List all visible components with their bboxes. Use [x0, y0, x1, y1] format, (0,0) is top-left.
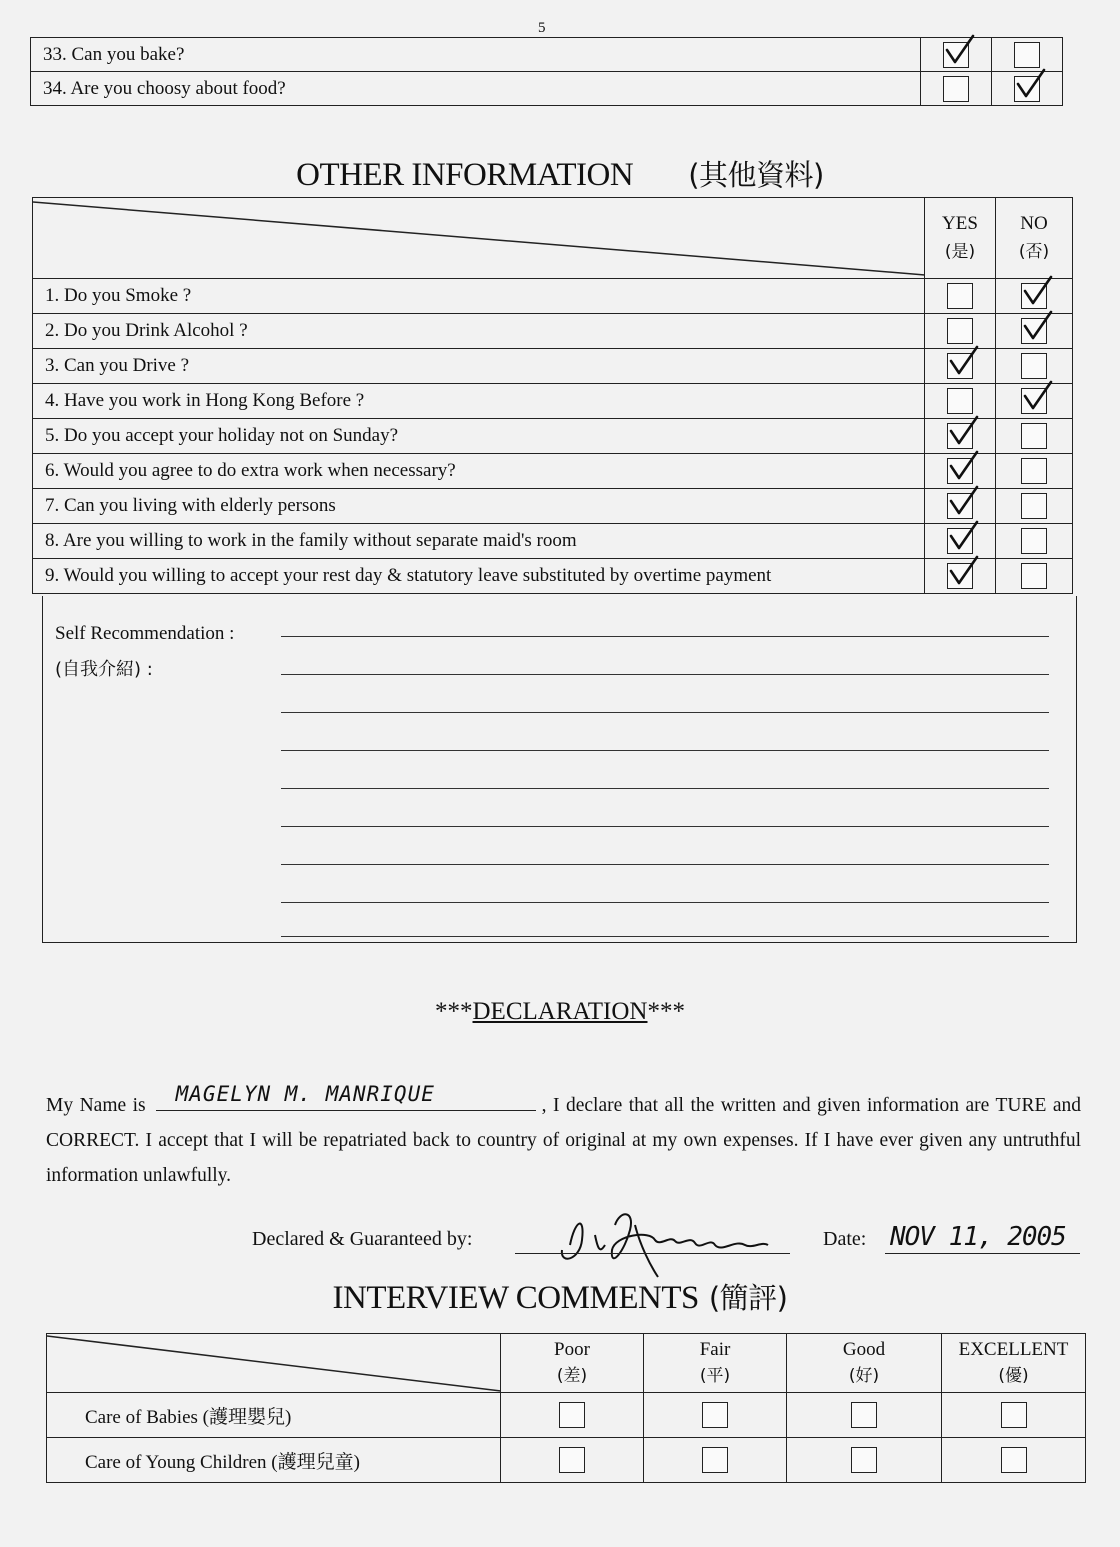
- checkmark-icon: [1020, 309, 1054, 343]
- question-label: 34. Are you choosy about food?: [31, 72, 921, 106]
- question-label: 5. Do you accept your holiday not on Sunday?: [33, 419, 925, 454]
- yes-cell: [921, 72, 992, 106]
- question-label: 8. Are you willing to work in the family without separate maid's room: [33, 524, 925, 559]
- no-checkbox[interactable]: [1021, 353, 1047, 379]
- rating-checkbox[interactable]: [1001, 1402, 1027, 1428]
- rating-cell: [501, 1393, 644, 1438]
- yes-checkbox[interactable]: [947, 353, 973, 379]
- no-column-header: [996, 198, 1073, 279]
- other-information-table: [32, 197, 1073, 594]
- declaration-text: [46, 1082, 1082, 1193]
- question-label: 2. Do you Drink Alcohol ?: [33, 314, 925, 349]
- interview-comments-title: [0, 1276, 1120, 1317]
- rating-label: EXCELLENT: [958, 1339, 1069, 1360]
- no-cell: [996, 419, 1073, 454]
- yes-checkbox[interactable]: [947, 493, 973, 519]
- signature-image: [540, 1205, 780, 1280]
- rating-column-header: [644, 1334, 787, 1393]
- writing-line[interactable]: [281, 636, 1049, 637]
- question-label: 6. Would you agree to do extra work when necessary?: [33, 454, 925, 489]
- no-checkbox[interactable]: [1021, 493, 1047, 519]
- yes-cell: [925, 279, 996, 314]
- rating-checkbox[interactable]: [1001, 1447, 1027, 1473]
- yes-column-header: [925, 198, 996, 279]
- interview-header-row: [47, 1334, 1086, 1393]
- yes-label-zh: (是): [944, 242, 976, 262]
- signature-line[interactable]: [515, 1253, 790, 1254]
- page-number: 5: [538, 20, 546, 36]
- rating-cell: [787, 1393, 942, 1438]
- no-checkbox[interactable]: [1021, 388, 1047, 414]
- no-cell: [996, 454, 1073, 489]
- date-value: NOV 11, 2005: [890, 1222, 1066, 1252]
- question-label: 4. Have you work in Hong Kong Before ?: [33, 384, 925, 419]
- no-checkbox[interactable]: [1021, 528, 1047, 554]
- no-checkbox[interactable]: [1021, 458, 1047, 484]
- yes-checkbox[interactable]: [947, 318, 973, 344]
- no-checkbox[interactable]: [1021, 563, 1047, 589]
- question-label: 33. Can you bake?: [31, 38, 921, 72]
- yes-cell: [925, 559, 996, 594]
- declaration-heading-suffix: ***: [647, 998, 685, 1025]
- guarantee-label: Declared & Guaranteed by:: [252, 1228, 473, 1250]
- other-information-title-zh: (其他資料): [688, 158, 824, 192]
- question-row: [33, 454, 1073, 489]
- checkmark-icon: [942, 33, 976, 67]
- no-cell: [996, 559, 1073, 594]
- no-cell: [996, 489, 1073, 524]
- question-label: 3. Can you Drive ?: [33, 349, 925, 384]
- declaration-text-after-name: , I declare that all the written and given information are TURE and CORRECT. I accept that I will be repatriated back to country of original at my own expenses. If I have ever given any untruthful information unlawfully.: [46, 1095, 1082, 1186]
- question-row: [33, 279, 1073, 314]
- rating-column-header: [501, 1334, 644, 1393]
- checkmark-icon: [946, 414, 980, 448]
- rating-cell: [787, 1438, 942, 1483]
- writing-line[interactable]: [281, 936, 1049, 937]
- question-row: [33, 349, 1073, 384]
- rating-row: [47, 1438, 1086, 1483]
- checkmark-icon: [946, 519, 980, 553]
- no-cell: [996, 314, 1073, 349]
- yes-checkbox[interactable]: [947, 423, 973, 449]
- rating-label: Poor: [554, 1339, 590, 1360]
- question-row: [33, 524, 1073, 559]
- question-row: [33, 314, 1073, 349]
- declaration-text-before-name: My Name is: [46, 1095, 146, 1116]
- writing-line[interactable]: [281, 826, 1049, 827]
- no-checkbox[interactable]: [1021, 318, 1047, 344]
- rating-column-header: [942, 1334, 1086, 1393]
- interview-diagonal-cell: [47, 1334, 501, 1393]
- rating-cell: [644, 1393, 787, 1438]
- rating-checkbox[interactable]: [559, 1447, 585, 1473]
- rating-cell: [942, 1393, 1086, 1438]
- date-label: Date:: [823, 1228, 867, 1250]
- yes-checkbox[interactable]: [947, 458, 973, 484]
- other-information-header-row: [33, 198, 1073, 279]
- yes-checkbox[interactable]: [943, 42, 969, 68]
- writing-line[interactable]: [281, 674, 1049, 675]
- rating-row-label: Care of Young Children (護理兒童): [47, 1438, 501, 1483]
- diagonal-line: [33, 198, 925, 278]
- declaration-heading-text: DECLARATION: [472, 998, 648, 1025]
- question-row: [33, 489, 1073, 524]
- checkmark-icon: [946, 484, 980, 518]
- rating-label-zh: (優): [998, 1366, 1029, 1386]
- self-recommendation-box: [42, 596, 1077, 943]
- checkmark-icon: [1020, 274, 1054, 308]
- question-label: 7. Can you living with elderly persons: [33, 489, 925, 524]
- yes-cell: [921, 38, 992, 72]
- other-information-title-text: OTHER INFORMATION: [296, 157, 634, 193]
- rating-label: Good: [842, 1339, 886, 1360]
- checkmark-icon: [946, 449, 980, 483]
- writing-line[interactable]: [281, 864, 1049, 865]
- rating-label-zh: (平): [699, 1366, 731, 1386]
- checkmark-icon: [1020, 379, 1054, 413]
- rating-checkbox[interactable]: [559, 1402, 585, 1428]
- header-diagonal-cell: [33, 198, 925, 279]
- no-cell: [996, 384, 1073, 419]
- no-checkbox[interactable]: [1014, 42, 1040, 68]
- checkmark-icon: [946, 554, 980, 588]
- top-questions-table: [30, 37, 1063, 106]
- yes-cell: [925, 349, 996, 384]
- yes-checkbox[interactable]: [947, 283, 973, 309]
- yes-checkbox[interactable]: [943, 76, 969, 102]
- question-row: [31, 38, 1063, 72]
- question-label: 1. Do you Smoke ?: [33, 279, 925, 314]
- diagonal-line: [47, 1334, 501, 1392]
- question-label: 9. Would you willing to accept your rest day & statutory leave substituted by overtime payment: [33, 559, 925, 594]
- declaration-heading-prefix: ***: [435, 998, 473, 1025]
- rating-label-zh: (好): [848, 1366, 880, 1386]
- yes-label: YES: [942, 213, 978, 234]
- rating-row-label: Care of Babies (護理嬰兒): [47, 1393, 501, 1438]
- checkmark-icon: [946, 344, 980, 378]
- other-information-title: [0, 153, 1120, 194]
- no-checkbox[interactable]: [1014, 76, 1040, 102]
- name-value: MAGELYN M. MANRIQUE: [175, 1082, 435, 1106]
- rating-label: Fair: [699, 1339, 731, 1360]
- no-checkbox[interactable]: [1021, 283, 1047, 309]
- question-row: [33, 384, 1073, 419]
- no-cell: [996, 524, 1073, 559]
- rating-checkbox[interactable]: [702, 1402, 728, 1428]
- writing-line[interactable]: [281, 712, 1049, 713]
- self-recommendation-label: [55, 616, 234, 688]
- interview-comments-title-text: INTERVIEW COMMENTS: [332, 1280, 699, 1316]
- writing-line[interactable]: [281, 902, 1049, 903]
- question-row: [33, 559, 1073, 594]
- rating-cell: [501, 1438, 644, 1483]
- rating-column-header: [787, 1334, 942, 1393]
- question-row: [33, 419, 1073, 454]
- yes-checkbox[interactable]: [947, 563, 973, 589]
- yes-checkbox[interactable]: [947, 388, 973, 414]
- question-row: [31, 72, 1063, 106]
- rating-checkbox[interactable]: [851, 1447, 877, 1473]
- checkmark-icon: [1013, 67, 1047, 101]
- self-recommendation-label-zh: (自我介紹) :: [55, 659, 153, 680]
- yes-checkbox[interactable]: [947, 528, 973, 554]
- no-cell: [992, 72, 1063, 106]
- rating-cell: [644, 1438, 787, 1483]
- name-field[interactable]: [156, 1082, 536, 1111]
- rating-checkbox[interactable]: [702, 1447, 728, 1473]
- rating-row: [47, 1393, 1086, 1438]
- rating-cell: [942, 1438, 1086, 1483]
- no-label-zh: (否): [1018, 242, 1050, 262]
- rating-checkbox[interactable]: [851, 1402, 877, 1428]
- no-label: NO: [1020, 213, 1048, 234]
- self-recommendation-label-en: Self Recommendation :: [55, 623, 235, 644]
- interview-comments-title-zh: (簡評): [708, 1281, 788, 1315]
- rating-label-zh: (差): [556, 1366, 588, 1386]
- writing-line[interactable]: [281, 788, 1049, 789]
- interview-comments-table: [46, 1333, 1086, 1483]
- date-line[interactable]: [885, 1253, 1080, 1254]
- writing-line[interactable]: [281, 750, 1049, 751]
- declaration-heading: [0, 998, 1120, 1026]
- no-checkbox[interactable]: [1021, 423, 1047, 449]
